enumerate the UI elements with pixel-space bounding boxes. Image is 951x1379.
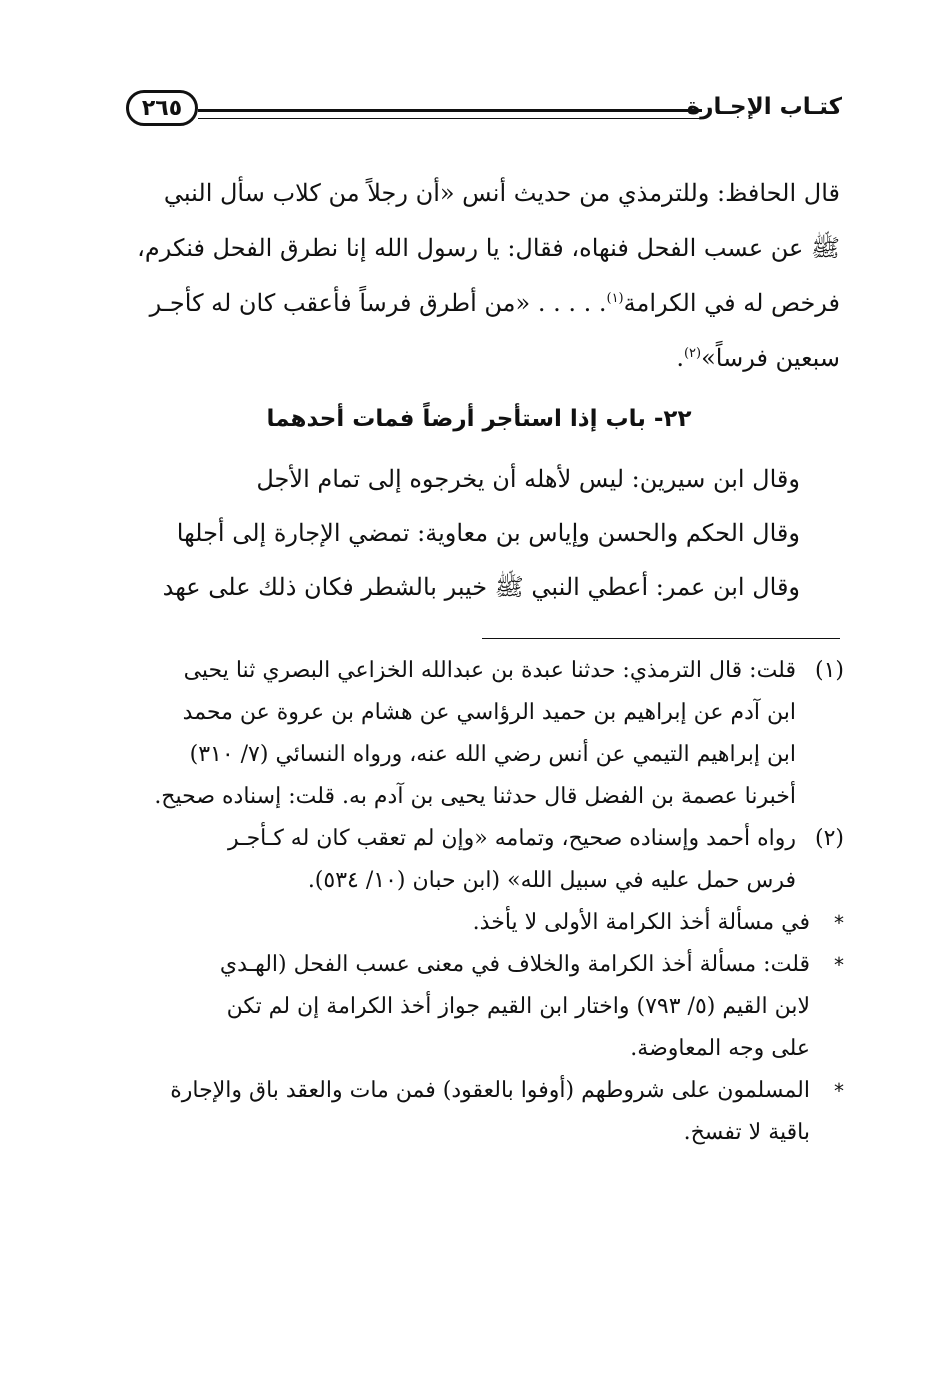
remark xyxy=(118,944,844,1070)
footnote-number: (١) xyxy=(814,658,844,683)
footnote xyxy=(118,650,844,818)
header-rule xyxy=(198,109,702,119)
narrations xyxy=(118,452,840,614)
remark-text: في مسألة أخذ الكرامة الأولى لا يأخذ. xyxy=(472,910,810,935)
asterisk-icon: * xyxy=(834,1079,844,1103)
narration-line: وقال ابن عمر: أعطي النبي ﷺ خيبر بالشطر فكان ذلك على عهد xyxy=(162,573,800,601)
footnote-text: قلت: قال الترمذي: حدثنا عبدة بن عبدالله الخزاعي البصري ثنا يحيى ابن آدم عن إبراهيم بن حميد الرؤاسي عن هشام بن عروة عن محمد ابن إبراهيم التيمي عن أنس رضي الله عنه، ورواه النسائي (٧/ ٣١٠) أخبرنا عصمة بن الفضل قال حدثنا يحيى بن آدم به. قلت: إسناده صحيح. xyxy=(154,658,796,809)
chapter-heading: ٢٢- باب إذا استأجر أرضاً فمات أحدهما xyxy=(266,406,692,432)
narration-line: وقال الحكم والحسن وإياس بن معاوية: تمضي الإجارة إلى أجلها xyxy=(176,519,800,547)
main-text xyxy=(118,166,840,386)
remark-text: المسلمون على شروطهم (أوفوا بالعقود) فمن مات والعقد باق والإجارة باقية لا تفسخ. xyxy=(170,1078,810,1145)
footnotes xyxy=(118,650,844,1154)
footnote-ref: (٢) xyxy=(683,346,702,361)
narration-line: وقال ابن سيرين: ليس لأهله أن يخرجوه إلى تمام الأجل xyxy=(256,465,800,493)
footnote-separator xyxy=(482,638,840,639)
asterisk-icon: * xyxy=(834,953,844,977)
remark xyxy=(118,1070,844,1154)
running-title: كتـاب الإجـارة xyxy=(686,94,842,120)
footnote-text: رواه أحمد وإسناده صحيح، وتمامه «وإن لم تعقب كان له كـأجـر فرس حمل عليه في سبيل الله» (ابن حبان (١٠/ ٥٣٤). xyxy=(227,826,796,893)
remark xyxy=(118,902,844,944)
main-line: فرخص له في الكرامة$^{(١)}$. . . . . «من أطرق فرساً فأعقب كان له كأجـر xyxy=(149,289,840,317)
remark-text: قلت: مسألة أخذ الكرامة والخلاف في معنى عسب الفحل (الهـدي لابن القيم (٥/ ٧٩٣) واختار ابن القيم جواز أخذ الكرامة إن لم تكن على وجه المعاوضة. xyxy=(219,952,810,1061)
main-line: سبعين فرساً»$^{(٢)}$. xyxy=(676,344,840,372)
footnote-number: (٢) xyxy=(814,826,844,851)
footnote xyxy=(118,818,844,902)
main-line: ﷺ عن عسب الفحل فنهاه، فقال: يا رسول الله إنا نطرق الفحل فنكرم، xyxy=(137,234,840,262)
main-line: قال الحافظ: وللترمذي من حديث أنس «أن رجلاً من كلاب سأل النبي xyxy=(163,179,840,207)
asterisk-icon: * xyxy=(834,911,844,935)
footnote-ref: (١) xyxy=(606,291,624,306)
page-number: ٢٦٥ xyxy=(126,90,198,126)
page-header xyxy=(120,86,842,138)
